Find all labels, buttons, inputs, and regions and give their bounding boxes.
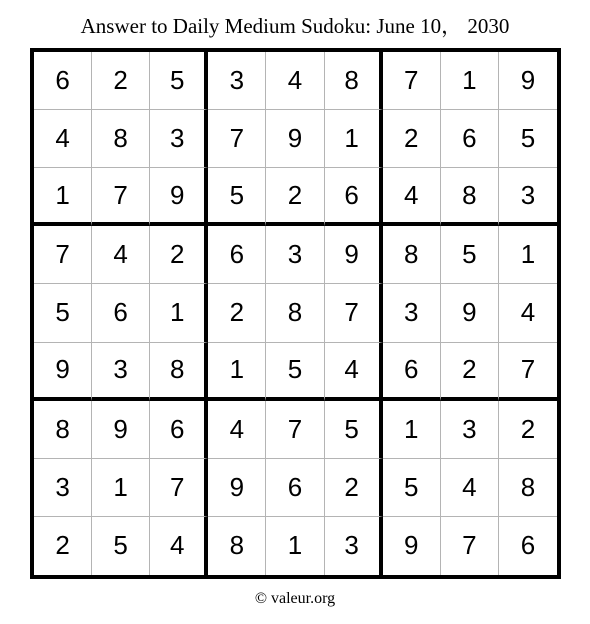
sudoku-cell-r3-c3[interactable]: 9 bbox=[150, 168, 208, 226]
sudoku-cell-r1-c9[interactable]: 9 bbox=[499, 52, 557, 110]
sudoku-cell-r3-c1[interactable]: 1 bbox=[34, 168, 92, 226]
sudoku-cell-r4-c7[interactable]: 8 bbox=[383, 226, 441, 284]
sudoku-cell-r6-c1[interactable]: 9 bbox=[34, 343, 92, 401]
sudoku-cell-r2-c2[interactable]: 8 bbox=[92, 110, 150, 168]
sudoku-cell-r6-c8[interactable]: 2 bbox=[441, 343, 499, 401]
sudoku-cell-r6-c4[interactable]: 1 bbox=[208, 343, 266, 401]
sudoku-cell-r5-c9[interactable]: 4 bbox=[499, 284, 557, 342]
sudoku-cell-r1-c6[interactable]: 8 bbox=[325, 52, 383, 110]
sudoku-cell-r8-c7[interactable]: 5 bbox=[383, 459, 441, 517]
sudoku-cell-r5-c1[interactable]: 5 bbox=[34, 284, 92, 342]
sudoku-cell-r4-c5[interactable]: 3 bbox=[266, 226, 324, 284]
sudoku-grid bbox=[30, 48, 561, 579]
sudoku-cell-r3-c6[interactable]: 6 bbox=[325, 168, 383, 226]
sudoku-cell-r1-c7[interactable]: 7 bbox=[383, 52, 441, 110]
sudoku-cell-r7-c7[interactable]: 1 bbox=[383, 401, 441, 459]
sudoku-cell-r8-c9[interactable]: 8 bbox=[499, 459, 557, 517]
sudoku-cell-r8-c6[interactable]: 2 bbox=[325, 459, 383, 517]
sudoku-cell-r9-c2[interactable]: 5 bbox=[92, 517, 150, 575]
sudoku-cell-r6-c5[interactable]: 5 bbox=[266, 343, 324, 401]
sudoku-cell-r1-c1[interactable]: 6 bbox=[34, 52, 92, 110]
sudoku-cell-r2-c4[interactable]: 7 bbox=[208, 110, 266, 168]
sudoku-cell-r8-c3[interactable]: 7 bbox=[150, 459, 208, 517]
sudoku-cell-r8-c8[interactable]: 4 bbox=[441, 459, 499, 517]
sudoku-cell-r7-c5[interactable]: 7 bbox=[266, 401, 324, 459]
sudoku-cell-r5-c5[interactable]: 8 bbox=[266, 284, 324, 342]
sudoku-cell-r1-c2[interactable]: 2 bbox=[92, 52, 150, 110]
sudoku-cell-r8-c1[interactable]: 3 bbox=[34, 459, 92, 517]
sudoku-cell-r4-c3[interactable]: 2 bbox=[150, 226, 208, 284]
sudoku-cell-r6-c7[interactable]: 6 bbox=[383, 343, 441, 401]
sudoku-cell-r3-c2[interactable]: 7 bbox=[92, 168, 150, 226]
sudoku-cell-r1-c4[interactable]: 3 bbox=[208, 52, 266, 110]
sudoku-cell-r9-c4[interactable]: 8 bbox=[208, 517, 266, 575]
sudoku-cell-r1-c5[interactable]: 4 bbox=[266, 52, 324, 110]
sudoku-cell-r4-c6[interactable]: 9 bbox=[325, 226, 383, 284]
sudoku-cell-r7-c1[interactable]: 8 bbox=[34, 401, 92, 459]
sudoku-cell-r2-c9[interactable]: 5 bbox=[499, 110, 557, 168]
sudoku-cell-r4-c2[interactable]: 4 bbox=[92, 226, 150, 284]
sudoku-cell-r9-c3[interactable]: 4 bbox=[150, 517, 208, 575]
sudoku-cell-r8-c2[interactable]: 1 bbox=[92, 459, 150, 517]
sudoku-cell-r9-c7[interactable]: 9 bbox=[383, 517, 441, 575]
sudoku-cell-r8-c4[interactable]: 9 bbox=[208, 459, 266, 517]
sudoku-cell-r4-c9[interactable]: 1 bbox=[499, 226, 557, 284]
sudoku-cell-r5-c4[interactable]: 2 bbox=[208, 284, 266, 342]
sudoku-cell-r7-c2[interactable]: 9 bbox=[92, 401, 150, 459]
sudoku-cell-r9-c1[interactable]: 2 bbox=[34, 517, 92, 575]
sudoku-cell-r5-c6[interactable]: 7 bbox=[325, 284, 383, 342]
sudoku-cell-r7-c4[interactable]: 4 bbox=[208, 401, 266, 459]
sudoku-cell-r2-c6[interactable]: 1 bbox=[325, 110, 383, 168]
sudoku-cell-r9-c6[interactable]: 3 bbox=[325, 517, 383, 575]
sudoku-cell-r6-c9[interactable]: 7 bbox=[499, 343, 557, 401]
sudoku-cell-r9-c9[interactable]: 6 bbox=[520, 530, 536, 561]
sudoku-cell-r1-c3[interactable]: 5 bbox=[150, 52, 208, 110]
sudoku-cell-r3-c5[interactable]: 2 bbox=[266, 168, 324, 226]
sudoku-cell-r1-c8[interactable]: 1 bbox=[441, 52, 499, 110]
sudoku-cell-r2-c7[interactable]: 2 bbox=[383, 110, 441, 168]
sudoku-cell-r5-c3[interactable]: 1 bbox=[150, 284, 208, 342]
sudoku-cell-r3-c8[interactable]: 8 bbox=[441, 168, 499, 226]
sudoku-cell-r2-c5[interactable]: 9 bbox=[266, 110, 324, 168]
copyright-footer: © valeur.org bbox=[254, 590, 336, 607]
sudoku-cell-r2-c3[interactable]: 3 bbox=[150, 110, 208, 168]
sudoku-cell-r6-c2[interactable]: 3 bbox=[92, 343, 150, 401]
sudoku-cell-r3-c4[interactable]: 5 bbox=[208, 168, 266, 226]
sudoku-cell-r2-c1[interactable]: 4 bbox=[34, 110, 92, 168]
sudoku-cell-r3-c9[interactable]: 3 bbox=[499, 168, 557, 226]
sudoku-cell-r5-c7[interactable]: 3 bbox=[383, 284, 441, 342]
sudoku-cell-r6-c3[interactable]: 8 bbox=[150, 343, 208, 401]
sudoku-cell-r4-c4[interactable]: 6 bbox=[208, 226, 266, 284]
sudoku-cell-r7-c6[interactable]: 5 bbox=[325, 401, 383, 459]
sudoku-cell-r2-c8[interactable]: 6 bbox=[441, 110, 499, 168]
sudoku-cell-r4-c1[interactable]: 7 bbox=[34, 226, 92, 284]
sudoku-cell-r7-c8[interactable]: 3 bbox=[441, 401, 499, 459]
sudoku-cell-r5-c8[interactable]: 9 bbox=[441, 284, 499, 342]
puzzle-title: Answer to Daily Medium Sudoku: June 10， 2030 bbox=[80, 14, 510, 38]
sudoku-cell-r3-c7[interactable]: 4 bbox=[383, 168, 441, 226]
sudoku-cell-r4-c8[interactable]: 5 bbox=[441, 226, 499, 284]
sudoku-cell-r7-c3[interactable]: 6 bbox=[150, 401, 208, 459]
sudoku-cell-r9-c8[interactable]: 7 bbox=[441, 517, 499, 575]
sudoku-cell-r6-c6[interactable]: 4 bbox=[325, 343, 383, 401]
sudoku-cell-r8-c5[interactable]: 6 bbox=[266, 459, 324, 517]
sudoku-cell-r5-c2[interactable]: 6 bbox=[92, 284, 150, 342]
sudoku-cell-r9-c5[interactable]: 1 bbox=[266, 517, 324, 575]
sudoku-cell-r7-c9[interactable]: 2 bbox=[499, 401, 557, 459]
